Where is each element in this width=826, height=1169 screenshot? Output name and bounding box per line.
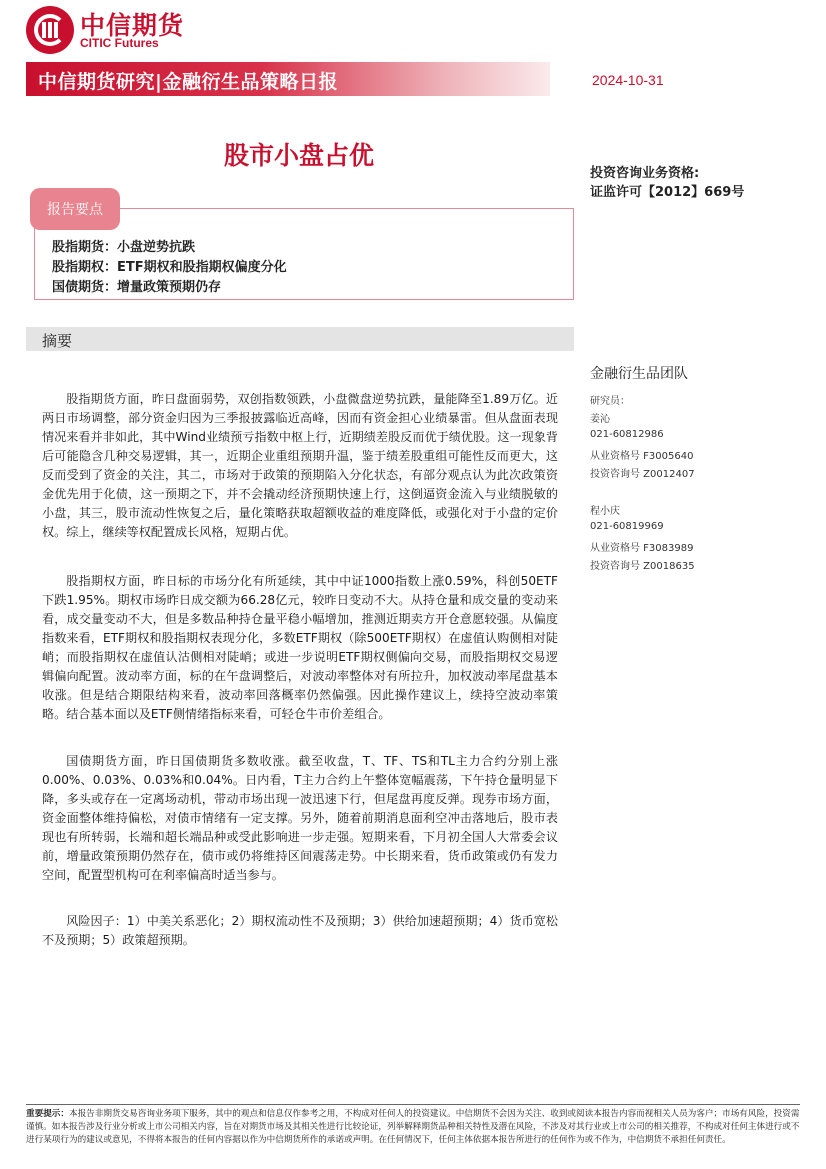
- team-name: 金融衍生品团队: [590, 366, 688, 382]
- key-point-item: 股指期权：ETF期权和股指期权偏度分化: [52, 260, 287, 275]
- summary-heading: 摘要: [42, 332, 73, 350]
- paragraph-text: 风险因子：1）中美关系恶化；2）期权流动性不及预期；3）供给加速超预期；4）货币宽松不及预期；5）政策超预期。: [42, 914, 558, 947]
- report-date: 2024-10-31: [592, 72, 664, 88]
- key-point-item: 股指期货：小盘逆势抗跌: [52, 240, 196, 255]
- key-points-tab: 报告要点: [30, 188, 120, 230]
- logo-cn-text: 中信期货: [80, 11, 185, 40]
- logo-en-text: CITIC Futures: [80, 36, 159, 50]
- citic-logo-icon: [26, 6, 74, 54]
- researcher-role: 研究员：: [590, 396, 630, 407]
- researcher-consult: 投资咨询号 Z0018635: [590, 561, 695, 572]
- researcher-consult: 投资咨询号 Z0012407: [590, 469, 695, 480]
- summary-heading-bar: [26, 327, 574, 351]
- qualification-label: 投资咨询业务资格:: [590, 166, 700, 181]
- key-point-item: 国债期货：增量政策预期仍存: [52, 280, 222, 295]
- researcher-phone: 021-60819969: [590, 521, 664, 532]
- report-title: 股市小盘占优: [223, 141, 374, 170]
- disclaimer-label: 重要提示：: [26, 1109, 69, 1119]
- researcher-license: 从业资格号 F3083989: [590, 543, 694, 554]
- disclaimer: [26, 1108, 800, 1147]
- report-banner: [26, 62, 550, 96]
- disclaimer-text: 本报告非期货交易咨询业务项下服务，其中的观点和信息仅作参考之用，不构成对任何人的投资建议。中信期货不会因为关注、收到或阅读本报告内容而视相关人员为客户；市场有风险，投资需谨慎。如本报告涉及行业分析或上市公司相关内容，旨在对期货市场及其相关性进行比较论证，列举解释期货品种相关特性及潜在风险，不涉及对其行业或上市公司的相关推荐，不构成对任何主体进行或不进行某项行为的建议或意见，不得将本报告的任何内容据以作为中信期货所作的承诺或声明。在任何情况下，任何主体依据本报告所进行的任何作为或不作为，中信期货不承担任何责任。: [26, 1109, 800, 1145]
- qualification-value: 证监许可【2012】669号: [590, 185, 745, 200]
- researcher-name: 程小庆: [590, 506, 620, 517]
- body-paragraph-options: [42, 572, 558, 724]
- paragraph-text: 股指期货方面，昨日盘面弱势，双创指数领跌，小盘微盘逆势抗跌，量能降至1.89万亿。近两日市场调整，部分资金归因为三季报披露临近高峰，因而有资金担心业绩暴雷。但从盘面表现情况来看并非如此，其中Wind业绩预亏指数中枢上行，近期绩差股反而优于绩优股。这一现象背后可能隐含几种交易逻辑，其一，近期企业重组预期升温，鉴于绩差股重组可能性反而更大，这反而受到了资金的关注，其二，市场对于政策的预期陷入分化状态，有部分观点认为此次政策资金优先用于化债，这一预期之下，并不会撬动经济预期快速上行，这倒逼资金流入与业绩脱敏的小盘，其三，股市流动性恢复之后，量化策略获取超额收益的难度降低，或强化对于小盘的定价权。综上，继续等权配置成长风格，短期占优。: [42, 392, 558, 539]
- paragraph-text: 股指期权方面，昨日标的市场分化有所延续，其中中证1000指数上涨0.59%，科创50ETF下跌1.95%。期权市场昨日成交额为66.28亿元，较昨日变动不大。从持仓量和成交量的变动来看，成交量变动不大，但是多数品种持仓量平稳小幅增加，推测近期卖方开仓意愿较强。从偏度指数来看，ETF期权和股指期权表现分化，多数ETF期权（除500ETF期权）在虚值认购侧相对陡峭；而股指期权在虚值认沽侧相对陡峭；或进一步说明ETF期权侧偏向交易，而股指期权交易逻辑偏向配置。波动率方面，标的在午盘调整后，对波动率整体对有所拉升，加权波动率尾盘基本收涨。但是结合期限结构来看，波动率回落概率仍然偏强。因此操作建议上，续持空波动率策略。结合基本面以及ETF侧情绪指标来看，可轻仓牛市价差组合。: [42, 574, 558, 721]
- researcher-name: 姜沁: [590, 414, 610, 425]
- researcher-license: 从业资格号 F3005640: [590, 451, 694, 462]
- body-paragraph-bonds: [42, 752, 558, 885]
- paragraph-text: 国债期货方面，昨日国债期货多数收涨。截至收盘，T、TF、TS和TL主力合约分别上涨0.00%、0.03%、0.03%和0.04%。日内看，T主力合约上午整体宽幅震荡，下午持仓量明显下降，多头或存在一定离场动机，带动市场出现一波迅速下行，但尾盘再度反弹。现券市场方面，资金面整体维持偏松，对债市情绪有一定支撑。另外，随着前期消息面利空冲击落地后，股市表现也有所转弱，长端和超长端品种或受此影响进一步走强。短期来看，下月初全国人大常委会议前，增量政策预期仍然存在，债市或仍将维持区间震荡走势。中长期来看，货币政策或仍有发力空间，配置型机构可在利率偏高时适当参与。: [42, 754, 558, 882]
- body-paragraph-risk: [42, 912, 558, 950]
- researcher-phone: 021-60812986: [590, 429, 664, 440]
- banner-title: 中信期货研究|金融衍生品策略日报: [38, 71, 338, 93]
- body-paragraph-futures: [42, 390, 558, 542]
- footer-divider: [26, 1104, 800, 1105]
